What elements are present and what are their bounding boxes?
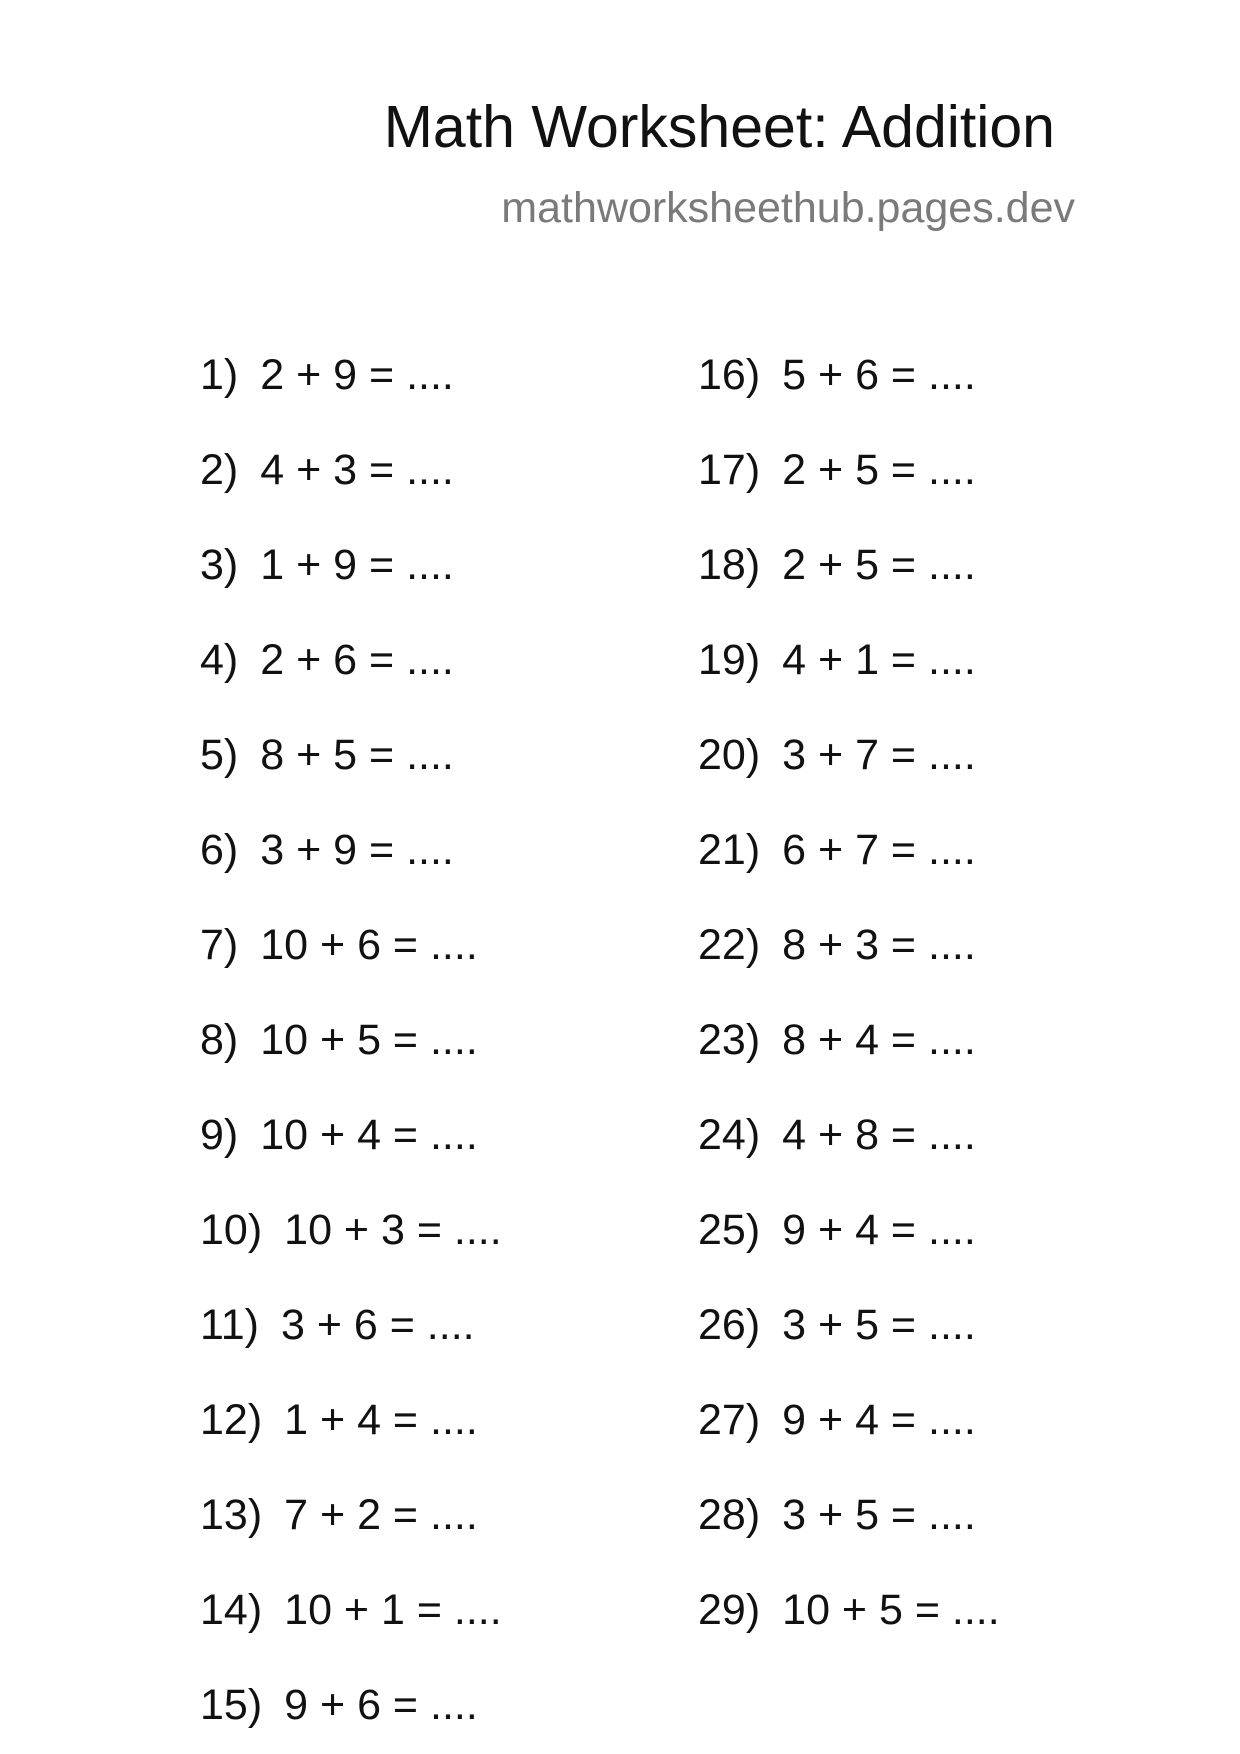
problem-number: 17) xyxy=(698,446,761,494)
problem-expression: 4 + 3 = .... xyxy=(260,446,454,494)
problem-item xyxy=(200,1586,502,1634)
worksheet-title: Math Worksheet: Addition xyxy=(383,94,1055,160)
problem-item xyxy=(698,826,976,874)
problem-item xyxy=(698,1396,976,1444)
problem-expression: 10 + 6 = .... xyxy=(260,921,478,969)
problem-number: 5) xyxy=(200,731,239,779)
problem-number: 15) xyxy=(200,1681,263,1729)
problem-item xyxy=(200,636,454,684)
problem-item xyxy=(200,541,454,589)
problem-item xyxy=(200,1016,478,1064)
problem-number: 27) xyxy=(698,1396,761,1444)
problem-number: 23) xyxy=(698,1016,761,1064)
problem-item xyxy=(698,446,976,494)
problem-number: 22) xyxy=(698,921,761,969)
problem-expression: 9 + 6 = .... xyxy=(284,1681,478,1729)
problem-item xyxy=(698,636,976,684)
problem-number: 3) xyxy=(200,541,239,589)
problem-number: 12) xyxy=(200,1396,263,1444)
problem-item xyxy=(200,1111,478,1159)
problem-item xyxy=(200,351,454,399)
problem-item xyxy=(200,1491,478,1539)
problem-number: 13) xyxy=(200,1491,263,1539)
problem-number: 7) xyxy=(200,921,239,969)
problem-number: 19) xyxy=(698,636,761,684)
problem-expression: 1 + 4 = .... xyxy=(284,1396,478,1444)
problem-number: 24) xyxy=(698,1111,761,1159)
worksheet-source-url: mathworksheethub.pages.dev xyxy=(501,184,1075,232)
problem-item xyxy=(200,446,454,494)
problem-expression: 9 + 4 = .... xyxy=(782,1206,976,1254)
problem-expression: 8 + 3 = .... xyxy=(782,921,976,969)
problem-item xyxy=(200,921,478,969)
problem-item xyxy=(698,541,976,589)
problem-expression: 3 + 6 = .... xyxy=(280,1301,475,1349)
problem-number: 16) xyxy=(698,351,761,399)
problem-number: 4) xyxy=(200,636,239,684)
problem-item xyxy=(698,1206,976,1254)
problem-expression: 7 + 2 = .... xyxy=(284,1491,478,1539)
problem-expression: 9 + 4 = .... xyxy=(782,1396,976,1444)
problem-number: 2) xyxy=(200,446,239,494)
problem-expression: 10 + 3 = .... xyxy=(284,1206,502,1254)
problem-expression: 3 + 7 = .... xyxy=(782,731,976,779)
problem-item xyxy=(698,1111,976,1159)
problem-item xyxy=(698,1301,976,1349)
problem-number: 8) xyxy=(200,1016,239,1064)
problem-number: 29) xyxy=(698,1586,761,1634)
problem-expression: 10 + 5 = .... xyxy=(782,1586,1000,1634)
problem-expression: 4 + 1 = .... xyxy=(782,636,976,684)
problem-item xyxy=(200,1396,478,1444)
problem-number: 18) xyxy=(698,541,761,589)
problem-expression: 6 + 7 = .... xyxy=(782,826,976,874)
problem-expression: 10 + 1 = .... xyxy=(284,1586,502,1634)
problem-item xyxy=(200,1681,478,1729)
problem-item xyxy=(200,731,454,779)
problem-expression: 8 + 5 = .... xyxy=(260,731,454,779)
problem-number: 6) xyxy=(200,826,239,874)
problem-item xyxy=(200,826,454,874)
problem-number: 11) xyxy=(200,1301,259,1349)
problem-item xyxy=(698,921,976,969)
problem-expression: 2 + 5 = .... xyxy=(782,541,976,589)
problem-expression: 2 + 9 = .... xyxy=(260,351,454,399)
problem-number: 20) xyxy=(698,731,761,779)
problem-item xyxy=(698,1491,976,1539)
problem-expression: 4 + 8 = .... xyxy=(782,1111,976,1159)
problem-item xyxy=(200,1206,502,1254)
problem-number: 25) xyxy=(698,1206,761,1254)
problem-item xyxy=(698,1586,1000,1634)
problem-expression: 10 + 4 = .... xyxy=(260,1111,478,1159)
problem-item xyxy=(698,731,976,779)
problem-item xyxy=(200,1301,475,1349)
problem-expression: 8 + 4 = .... xyxy=(782,1016,976,1064)
problem-expression: 3 + 9 = .... xyxy=(260,826,454,874)
problem-number: 1) xyxy=(200,351,239,399)
problem-number: 21) xyxy=(698,826,761,874)
problem-expression: 3 + 5 = .... xyxy=(782,1301,976,1349)
problem-number: 14) xyxy=(200,1586,263,1634)
problem-expression: 1 + 9 = .... xyxy=(260,541,454,589)
problem-expression: 2 + 6 = .... xyxy=(260,636,454,684)
problem-number: 10) xyxy=(200,1206,263,1254)
problem-expression: 2 + 5 = .... xyxy=(782,446,976,494)
problem-item xyxy=(698,1016,976,1064)
problem-expression: 3 + 5 = .... xyxy=(782,1491,976,1539)
problem-number: 9) xyxy=(200,1111,239,1159)
problem-item xyxy=(698,351,976,399)
problem-number: 26) xyxy=(698,1301,761,1349)
problem-number: 28) xyxy=(698,1491,761,1539)
problem-expression: 5 + 6 = .... xyxy=(782,351,976,399)
problem-expression: 10 + 5 = .... xyxy=(260,1016,478,1064)
